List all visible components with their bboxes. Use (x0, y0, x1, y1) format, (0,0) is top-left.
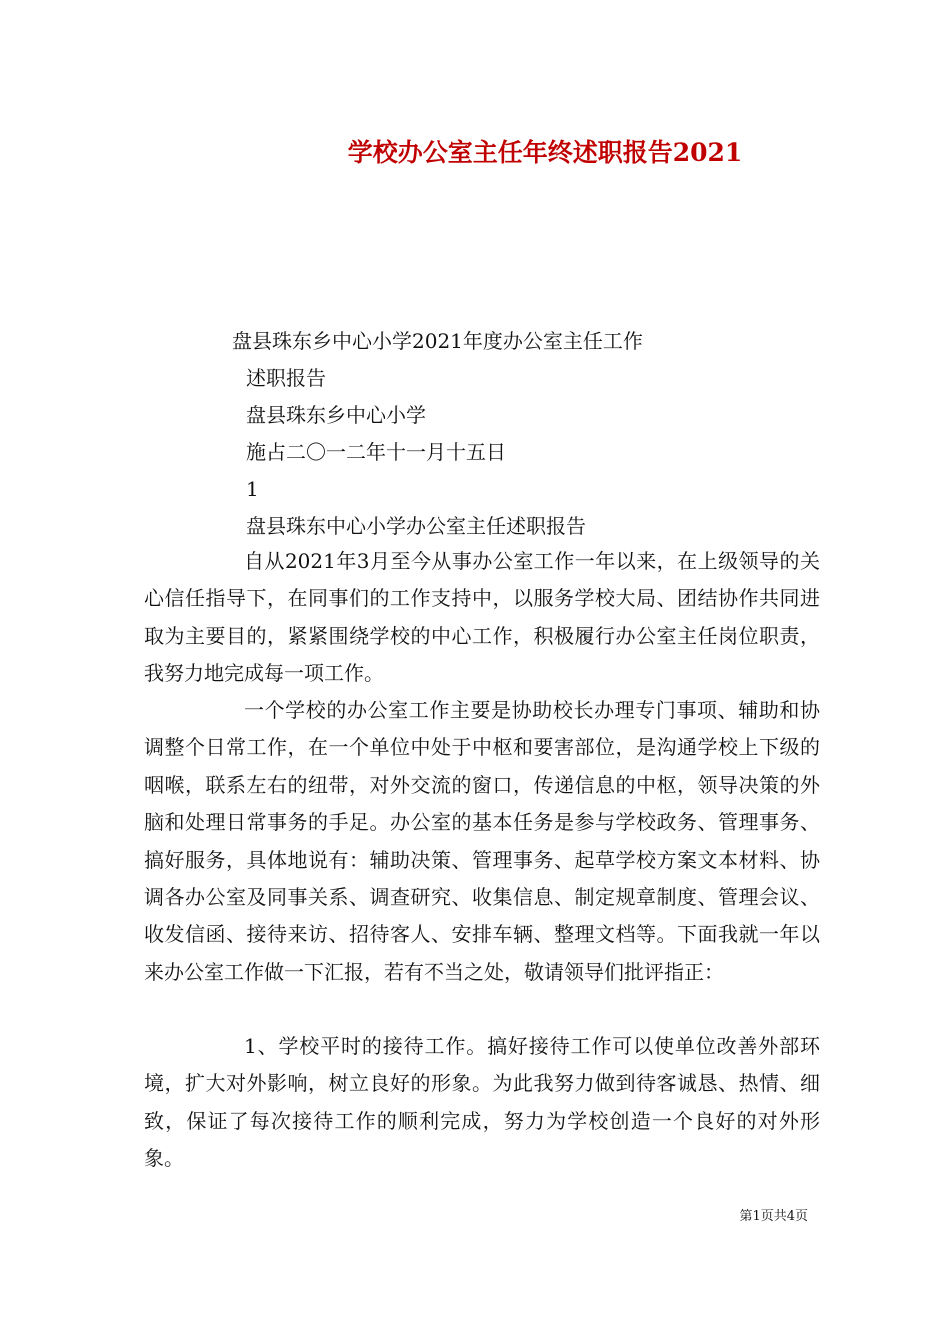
page-footer: 第1页共4页 (739, 1209, 808, 1224)
header-line-report-label: 述职报告 (246, 366, 326, 390)
header-line-school-report: 盘县珠东乡中心小学2021年度办公室主任工作 (232, 329, 643, 353)
header-line-subtitle: 盘县珠东中心小学办公室主任述职报告 (246, 514, 586, 538)
header-line-school-name: 盘县珠东乡中心小学 (246, 403, 426, 427)
header-line-author-date: 施占二〇一二年十一月十五日 (246, 440, 506, 464)
header-line-page-number: 1 (246, 477, 259, 501)
body-paragraph-reception: 1、学校平时的接待工作。搞好接待工作可以使单位改善外部环境，扩大对外影响，树立良好的形象。为此我努力做到待客诚恳、热情、细致，保证了每次接待工作的顺利完成，努力为学校创造一个良好的对外形象。 (144, 1034, 820, 1171)
body-paragraph-office-duties: 一个学校的办公室工作主要是协助校长办理专门事项、辅助和协调整个日常工作，在一个单位中处于中枢和要害部位，是沟通学校上下级的咽喉，联系左右的纽带，对外交流的窗口，传递信息的中枢，领导决策的外脑和处理日常事务的手足。办公室的基本任务是参与学校政务、管理事务、搞好服务，具体地说有：辅助决策、管理事务、起草学校方案文本材料、协调各办公室及同事关系、调查研究、收集信息、制定规章制度、管理会议、收发信函、接待来访、招待客人、安排车辆、整理文档等。下面我就一年以来办公室工作做一下汇报，若有不当之处，敬请领导们批评指正： (144, 698, 820, 984)
body-paragraph-intro: 自从2021年3月至今从事办公室工作一年以来，在上级领导的关心信任指导下，在同事们的工作支持中，以服务学校大局、团结协作共同进取为主要目的，紧紧围绕学校的中心工作，积极履行办公室主任岗位职责，我努力地完成每一项工作。 (144, 549, 820, 686)
document-title: 学校办公室主任年终述职报告2021 (347, 138, 743, 167)
